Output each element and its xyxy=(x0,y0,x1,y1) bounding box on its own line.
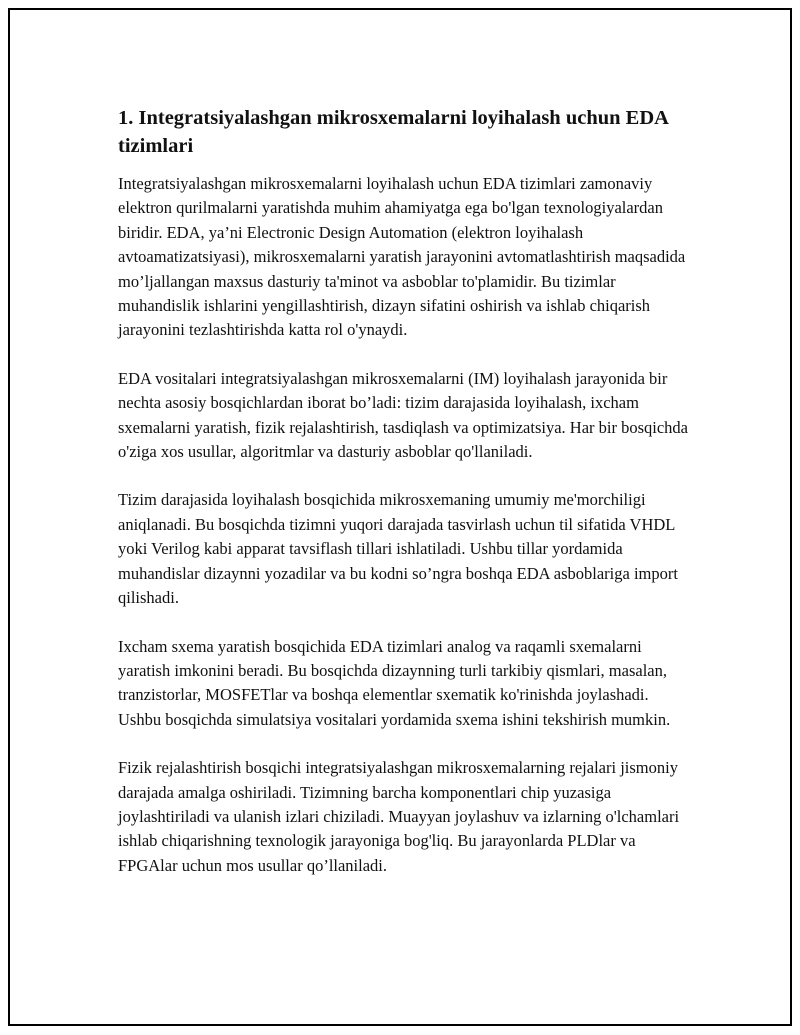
page-frame xyxy=(8,8,792,1026)
document-title: 1. Integratsiyalashgan mikrosxemalarni loyihalash uchun EDA tizimlari xyxy=(118,107,668,157)
paragraph-eda-stages: EDA vositalari integratsiyalashgan mikrosxemalarni (IM) loyihalash jarayonida bir nechta asosiy bosqichlardan iborat bo’ladi: tizim darajasida loyihalash, ixcham sxemalarni yaratish, fizik rejalashtirish, tasdiqlash va optimizatsiya. Har bir bosqichda o'ziga xos usullar, algoritmlar va dasturiy asboblar qo'llaniladi. xyxy=(118,368,689,462)
paragraph-schematic-design: Ixcham sxema yaratish bosqichida EDA tizimlari analog va raqamli sxemalarni yaratish imkonini beradi. Bu bosqichda dizaynning turli tarkibiy qismlari, masalan, tranzistorlar, MOSFETlar va boshqa elementlar sxematik ko'rinishda joylashadi. Ushbu bosqichda simulatsiya vositalari yordamida sxema ishini tekshirish mumkin. xyxy=(118,636,671,729)
paragraph-physical-planning: Fizik rejalashtirish bosqichi integratsiyalashgan mikrosxemalarning rejalari jismoniy darajada amalga oshiriladi. Tizimning barcha komponentlari chip yuzasiga joylashtiriladi va ulanish izlari chiziladi. Muayyan joylashuv va izlarning o'lchamlari ishlab chiqarishning texnologik jarayoniga bog'liq. Bu jarayonlarda PLDlar va FPGAlar uchun mos usullar qo’llaniladi. xyxy=(118,758,680,875)
paragraph-system-level-design: Tizim darajasida loyihalash bosqichida mikrosxemaning umumiy me'morchiligi aniqlanadi. Bu bosqichda tizimni yuqori darajada tasvirlash uchun til sifatida VHDL yoki Verilog kabi apparat tavsiflash tillari ishlatiladi. Ushbu tillar yordamida muhandislar dizaynni yozadilar va bu kodni so’ngra boshqa EDA asboblariga import qilishadi. xyxy=(118,490,678,608)
document-body xyxy=(118,104,688,902)
paragraph-eda-intro: Integratsiyalashgan mikrosxemalarni loyihalash uchun EDA tizimlari zamonaviy elektron qurilmalarni yaratishda muhim ahamiyatga ega bo'lgan texnologiyalardan biridir. EDA, ya’ni Electronic Design Automation (elektron loyihalash avtoamatizatsiyasi), mikrosxemalarni yaratish jarayonini avtomatlashtirish maqsadida mo’ljallangan maxsus dasturiy ta'minot va asboblar to'plamidir. Bu tizimlar muhandislik ishlarini yengillashtirish, dizayn sifatini oshirish va ishlab chiqarish jarayonini tezlashtirishda katta rol o'ynaydi. xyxy=(118,174,686,340)
